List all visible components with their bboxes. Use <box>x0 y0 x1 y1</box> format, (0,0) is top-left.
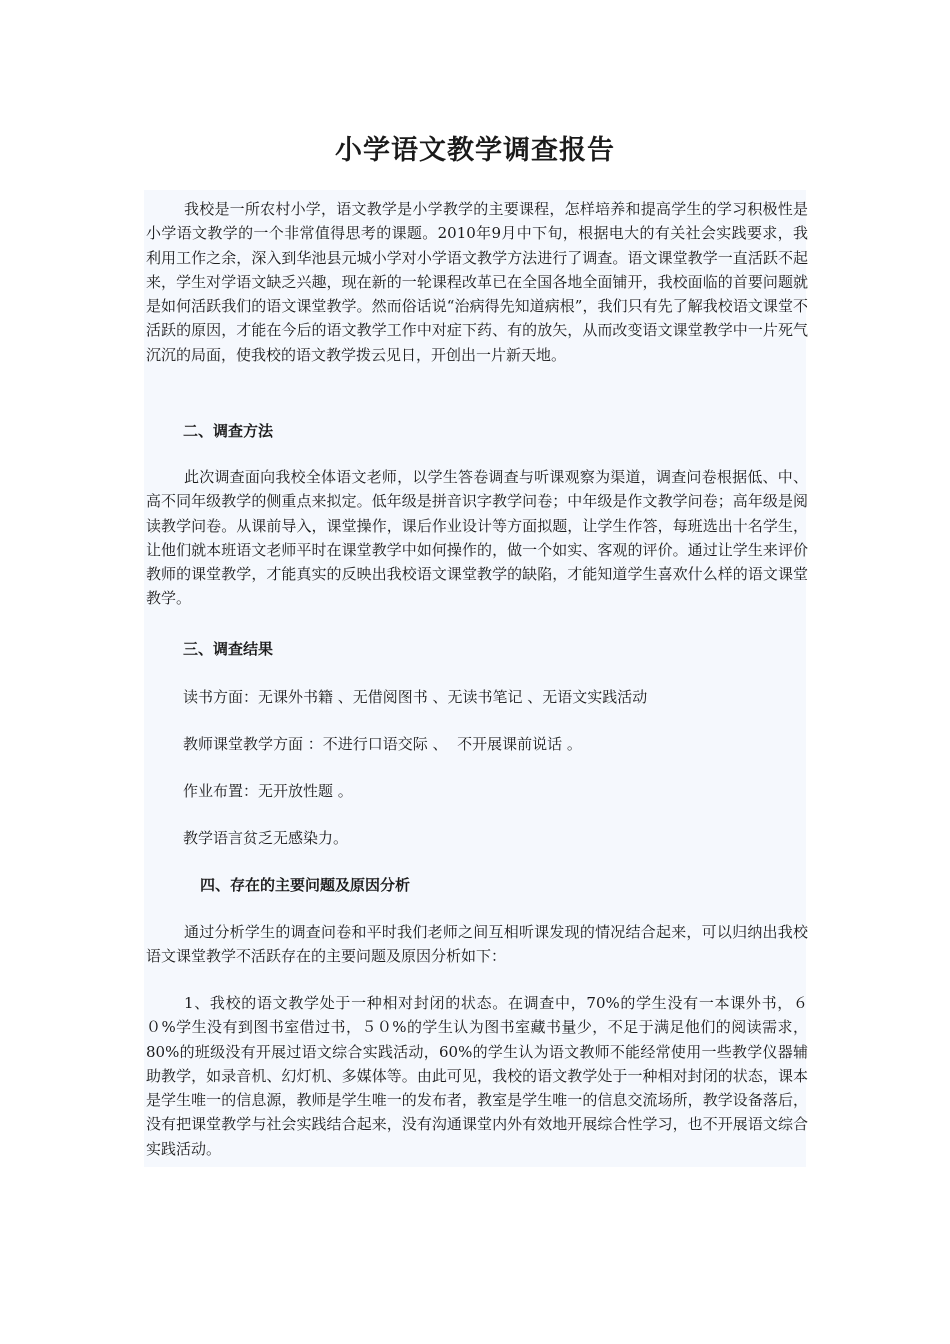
result-reading: 读书方面：无课外书籍 、无借阅图书 、无读书笔记 、无语文实践活动 <box>183 688 648 706</box>
section-heading-methods: 二、调查方法 <box>183 422 274 440</box>
intro-paragraph: 我校是一所农村小学，语文教学是小学教学的主要课程，怎样培养和提高学生的学习积极性是小学语文教学的一个非常值得思考的课题。2010年9月中下旬，根据电大的有关社会实践要求，我利用工作之余，深入到华池县元城小学对小学语文教学方法进行了调查。语文课堂教学一直活跃不起来，学生对学语文缺乏兴趣，现在新的一轮课程改革已在全国各地全面铺开，我校面临的首要问题就是如何活跃我们的语文课堂教学。然而俗话说“治病得先知道病根”，我们只有先了解我校语文课堂不活跃的原因，才能在今后的语文教学工作中对症下药、有的放矢，从而改变语文课堂教学中一片死气沉沉的局面，使我校的语文教学拨云见日，开创出一片新天地。 <box>146 200 808 364</box>
page-title: 小学语文教学调查报告 <box>335 135 615 166</box>
problems-intro-paragraph: 通过分析学生的调查问卷和平时我们老师之间互相听课发现的情况结合起来，可以归纳出我校语文课堂教学不活跃存在的主要问题及原因分析如下： <box>146 923 808 966</box>
section-heading-results: 三、调查结果 <box>183 640 274 658</box>
result-homework: 作业布置：无开放性题 。 <box>183 782 353 800</box>
section-heading-problems: 四、存在的主要问题及原因分析 <box>200 876 411 894</box>
result-teaching: 教师课堂教学方面 ：不进行口语交际 、 不开展课前说话 。 <box>183 735 582 753</box>
methods-paragraph: 此次调查面向我校全体语文老师，以学生答卷调查与听课观察为渠道，调查问卷根据低、中、高不同年级教学的侧重点来拟定。低年级是拼音识字教学问卷；中年级是作文教学问卷；高年级是阅读教学问卷。从课前导入，课堂操作，课后作业设计等方面拟题，让学生作答，每班选出十名学生，让他们就本班语文老师平时在课堂教学中如何操作的，做一个如实、客观的评价。通过让学生来评价教师的课堂教学，才能真实的反映出我校语文课堂教学的缺陷，才能知道学生喜欢什么样的语文课堂教学。 <box>146 468 808 608</box>
result-language: 教学语言贫乏无感染力。 <box>183 829 349 847</box>
problem-point-1: 1、我校的语文教学处于一种相对封闭的状态。在调查中，70%的学生没有一本课外书，６０%学生没有到图书室借过书，５０%的学生认为图书室藏书量少，不足于满足他们的阅读需求，80%的班级没有开展过语文综合实践活动，60%的学生认为语文教师不能经常使用一些教学仪器辅助教学，如录音机、幻灯机、多媒体等。由此可见，我校的语文教学处于一种相对封闭的状态，课本是学生唯一的信息源，教师是学生唯一的发布者，教室是学生唯一的信息交流场所，教学设备落后，没有把课堂教学与社会实践结合起来，没有沟通课堂内外有效地开展综合性学习，也不开展语文综合实践活动。 <box>146 994 808 1158</box>
